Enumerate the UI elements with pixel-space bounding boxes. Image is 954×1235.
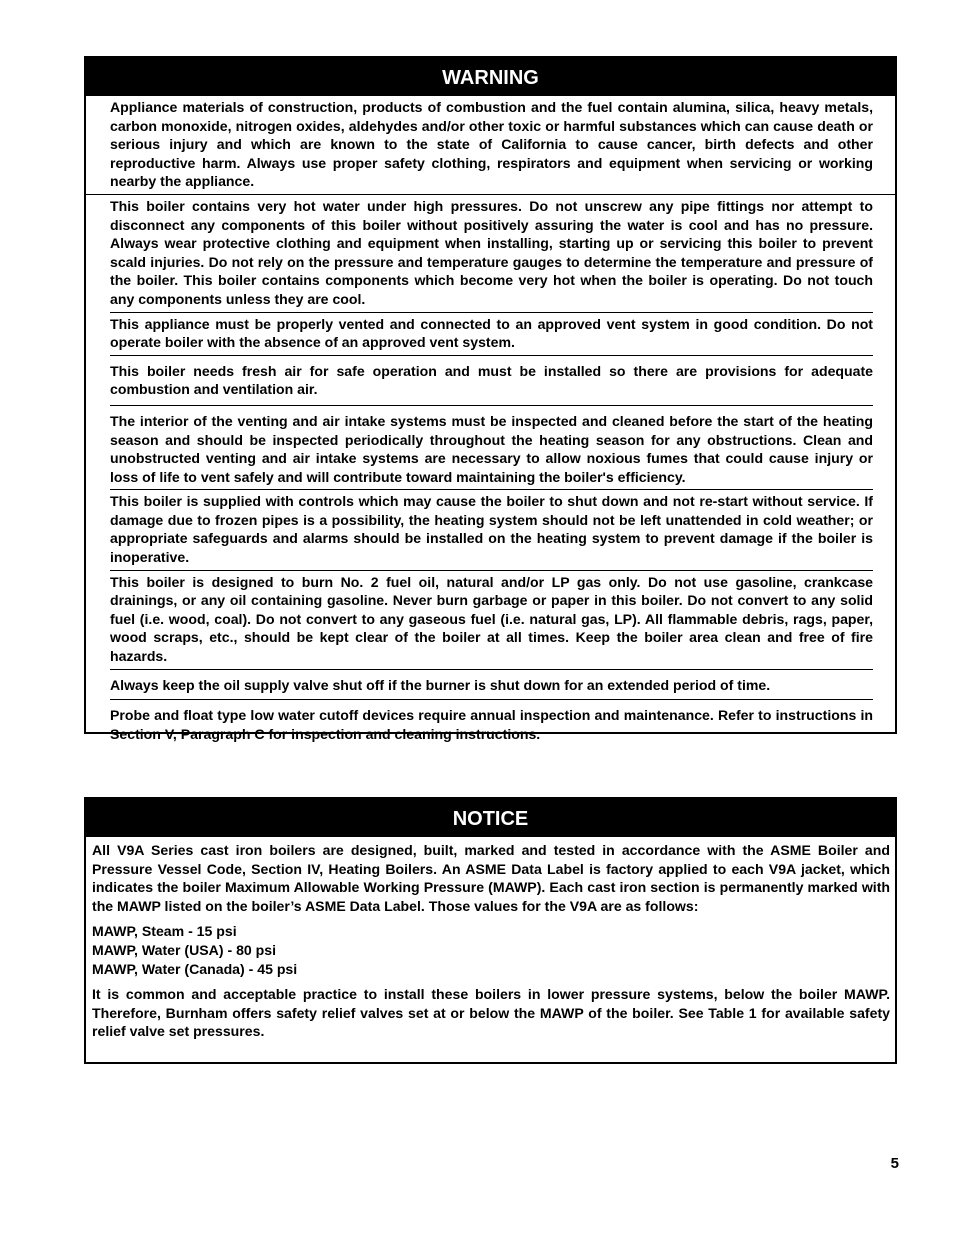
warning-item: Appliance materials of construction, products of combustion and the fuel contain alumina, silica, heavy metals, carbon monoxide, nitrogen oxides, aldehydes and/or other toxic or harmful substances which can cause death or serious injury and which are known to the state of California to cause cancer, birth defects and other reproductive harm. Always use proper safety clothing, respirators and equipment when servicing or working nearby the appliance. — [86, 96, 895, 195]
warning-item: Probe and float type low water cutoff devices require annual inspection and maintenance. Refer to instructions in Section V, Paragraph C for inspection and cleaning instructions. — [110, 707, 873, 742]
warning-item: This appliance must be properly vented and connected to an approved vent system in good condition. Do not operate boiler with the absence of an approved vent system. — [110, 313, 873, 356]
notice-paragraph: It is common and acceptable practice to install these boilers in lower pressure systems, below the boiler MAWP. Therefore, Burnham offers safety relief valves set at or below the MAWP of the boiler. See Table 1 for available safety relief valve set pressures. — [92, 986, 890, 1040]
page-number: 5 — [890, 1155, 899, 1172]
warning-item: Always keep the oil supply valve shut off if the burner is shut down for an extended period of time. — [110, 670, 873, 701]
warning-item: The interior of the venting and air intake systems must be inspected and cleaned before the start of the heating season and should be inspected periodically throughout the heating season for any obstructions. Clean and unobstructed venting and air intake systems are necessary to allow noxious fumes that could cause injury or loss of life to vent safely and will contribute toward maintaining the boiler's efficiency. — [110, 406, 873, 490]
mawp-list — [92, 922, 890, 978]
warning-title: WARNING — [86, 58, 895, 96]
warning-item: This boiler needs fresh air for safe operation and must be installed so there are provisions for adequate combustion and ventilation air. — [110, 356, 873, 406]
warning-item: This boiler contains very hot water under high pressures. Do not unscrew any pipe fittings nor attempt to disconnect any components of this boiler without positively assuring the water is cool and has no pressure. Always wear protective clothing and equipment when installing, starting up or servicing this boiler to prevent scald injuries. Do not rely on the pressure and temperature gauges to determine the temperature and pressure of the boiler. This boiler contains components which become very hot when the boiler is operating. Do not touch any components unless they are cool. — [110, 195, 873, 313]
notice-paragraph: All V9A Series cast iron boilers are designed, built, marked and tested in accordance with the ASME Boiler and Pressure Vessel Code, Section IV, Heating Boilers. An ASME Data Label is factory applied to each V9A jacket, which indicates the boiler Maximum Allowable Working Pressure (MAWP). Each cast iron section is permanently marked with the MAWP listed on the boiler’s ASME Data Label. Those values for the V9A are as follows: — [92, 842, 890, 914]
warning-item: This boiler is supplied with controls which may cause the boiler to shut down and not re-start without service. If damage due to frozen pipes is a possibility, the heating system should not be left unattended in cold weather; or appropriate safeguards and alarms should be installed on the heating system to prevent damage if the boiler is inoperative. — [110, 490, 873, 570]
notice-title: NOTICE — [86, 799, 895, 837]
warning-item: This boiler is designed to burn No. 2 fuel oil, natural and/or LP gas only. Do not use gasoline, crankcase drainings, or any oil containing gasoline. Never burn garbage or paper in this boiler. Do not convert to any solid fuel (i.e. wood, coal). Do not convert to any gaseous fuel (i.e. natural gas, LP). All flammable debris, rags, paper, wood scraps, etc., should be kept clear of the boiler at all times. Keep the boiler area clean and free of fire hazards. — [110, 571, 873, 670]
mawp-line: MAWP, Water (USA) - 80 psi — [92, 941, 277, 958]
warning-box — [84, 56, 897, 742]
mawp-line: MAWP, Water (Canada) - 45 psi — [92, 960, 298, 977]
mawp-line: MAWP, Steam - 15 psi — [92, 923, 237, 940]
notice-box — [84, 797, 897, 1064]
notice-body — [86, 837, 895, 1041]
